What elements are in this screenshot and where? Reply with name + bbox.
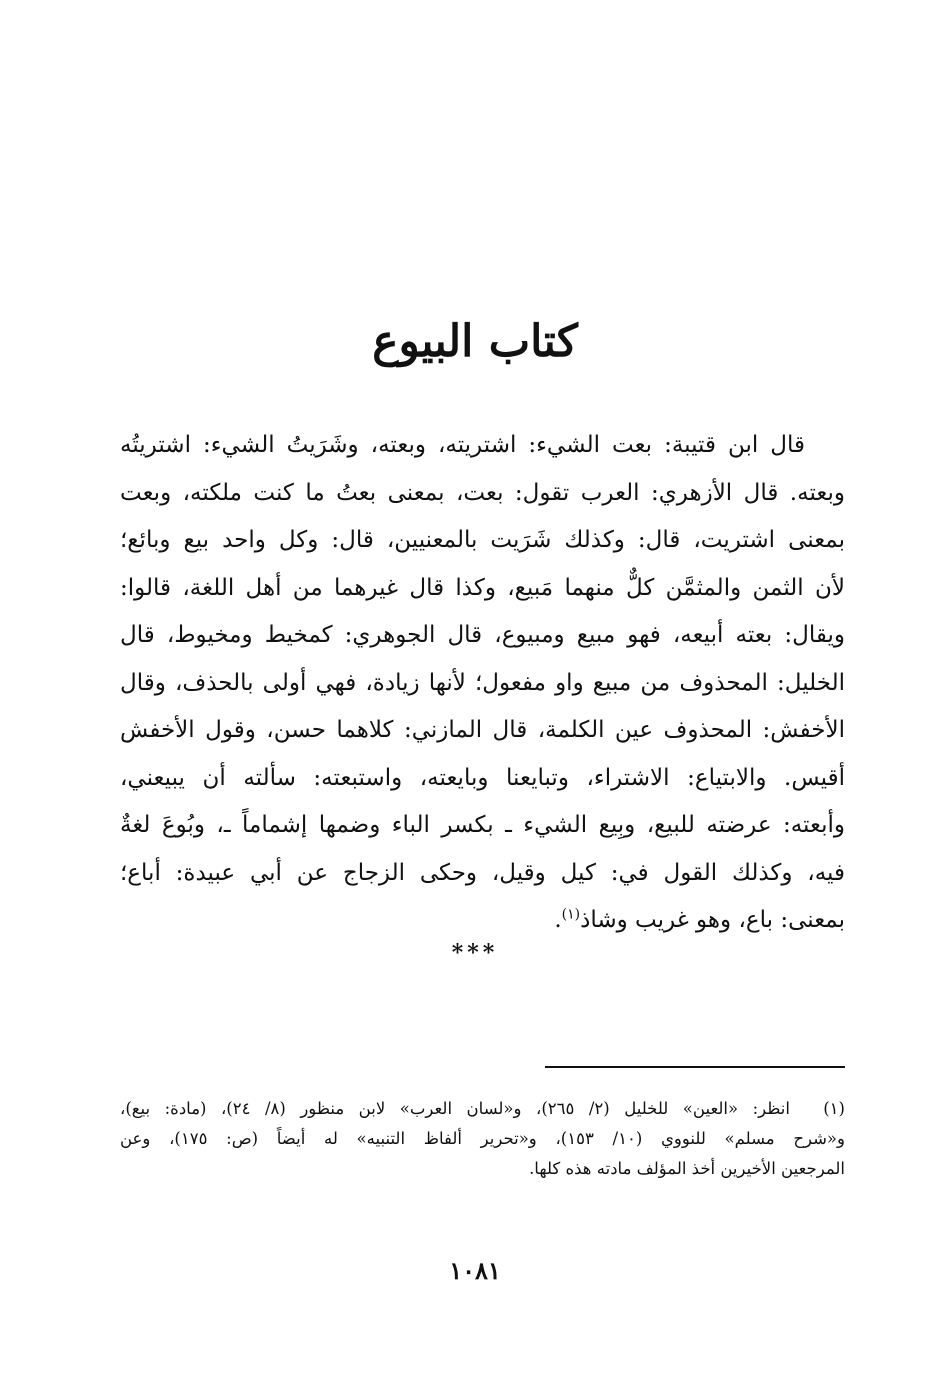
chapter-title: كتاب البيوع bbox=[372, 316, 578, 367]
page-number: ١٠٨١ bbox=[449, 1256, 501, 1285]
text-line: الخليل: المحذوف من مبيع واو مفعول؛ لأنها زيادة، فهي أولى بالحذف، وقال bbox=[120, 669, 845, 696]
footnote-number: (١) bbox=[823, 1099, 845, 1118]
text-line-content: بمعنى: باع، وهو غريب وشاذ bbox=[580, 907, 845, 933]
footnote-reference[interactable]: (١) bbox=[561, 906, 581, 923]
text-line: أقيس. والابتياع: الاشتراء، وتبايعنا وبايعته، واستبعته: سألته أن يبيعني، bbox=[120, 764, 845, 791]
text-line: قال ابن قتيبة: بعت الشيء: اشتريته، وبعته، وشَرَيتُ الشيء: اشتريتُه bbox=[120, 432, 805, 458]
text-line: وأبعته: عرضته للبيع، وبِيع الشيء ـ بكسر الباء وضمها إشماماً ـ، وبُوعَ لغةٌ bbox=[120, 812, 845, 838]
text-line: ويقال: بعته أبيعه، فهو مبيع ومبيوع، قال الجوهري: كمخيط ومخيوط، قال bbox=[120, 622, 845, 648]
text-line-last bbox=[120, 897, 845, 945]
footnote-line: و«شرح مسلم» للنووي (١٠/ ١٥٣)، و«تحرير ألفاظ التنبيه» له أيضاً (ص: ١٧٥)، وعن bbox=[120, 1129, 845, 1148]
footnote-line: المرجعين الأخيرين أخذ المؤلف مادته هذه كلها. bbox=[529, 1159, 845, 1178]
end-punctuation: . bbox=[554, 907, 562, 933]
text-line: فيه، وكذلك القول في: كيل وقيل، وحكى الزجاج عن أبي عبيدة: أباع؛ bbox=[120, 859, 845, 886]
text-line: وبعته. قال الأزهري: العرب تقول: بعت، بمعنى بعتُ ما كنت ملكته، وبعت bbox=[120, 479, 845, 506]
footnote-line bbox=[120, 1094, 845, 1124]
footnote-divider bbox=[545, 1066, 845, 1068]
main-text bbox=[120, 422, 845, 945]
text-line: لأن الثمن والمثمَّن كلٌّ منهما مَبيع، وكذا قال غيرهما من أهل اللغة، قالوا: bbox=[120, 574, 845, 601]
text-line: الأخفش: المحذوف عين الكلمة، قال المازني: كلاهما حسن، وقول الأخفش bbox=[120, 717, 845, 743]
section-separator: *** bbox=[451, 940, 499, 966]
footnote-text: انظر: «العين» للخليل (٢/ ٢٦٥)، و«لسان العرب» لابن منظور (٨/ ٢٤)، (مادة: بيع)، bbox=[120, 1099, 790, 1118]
text-line: بمعنى اشتريت، قال: وكذلك شَرَيت بالمعنيين، قال: وكل واحد بيع وبائع؛ bbox=[120, 527, 845, 553]
footnotes bbox=[120, 1094, 845, 1184]
